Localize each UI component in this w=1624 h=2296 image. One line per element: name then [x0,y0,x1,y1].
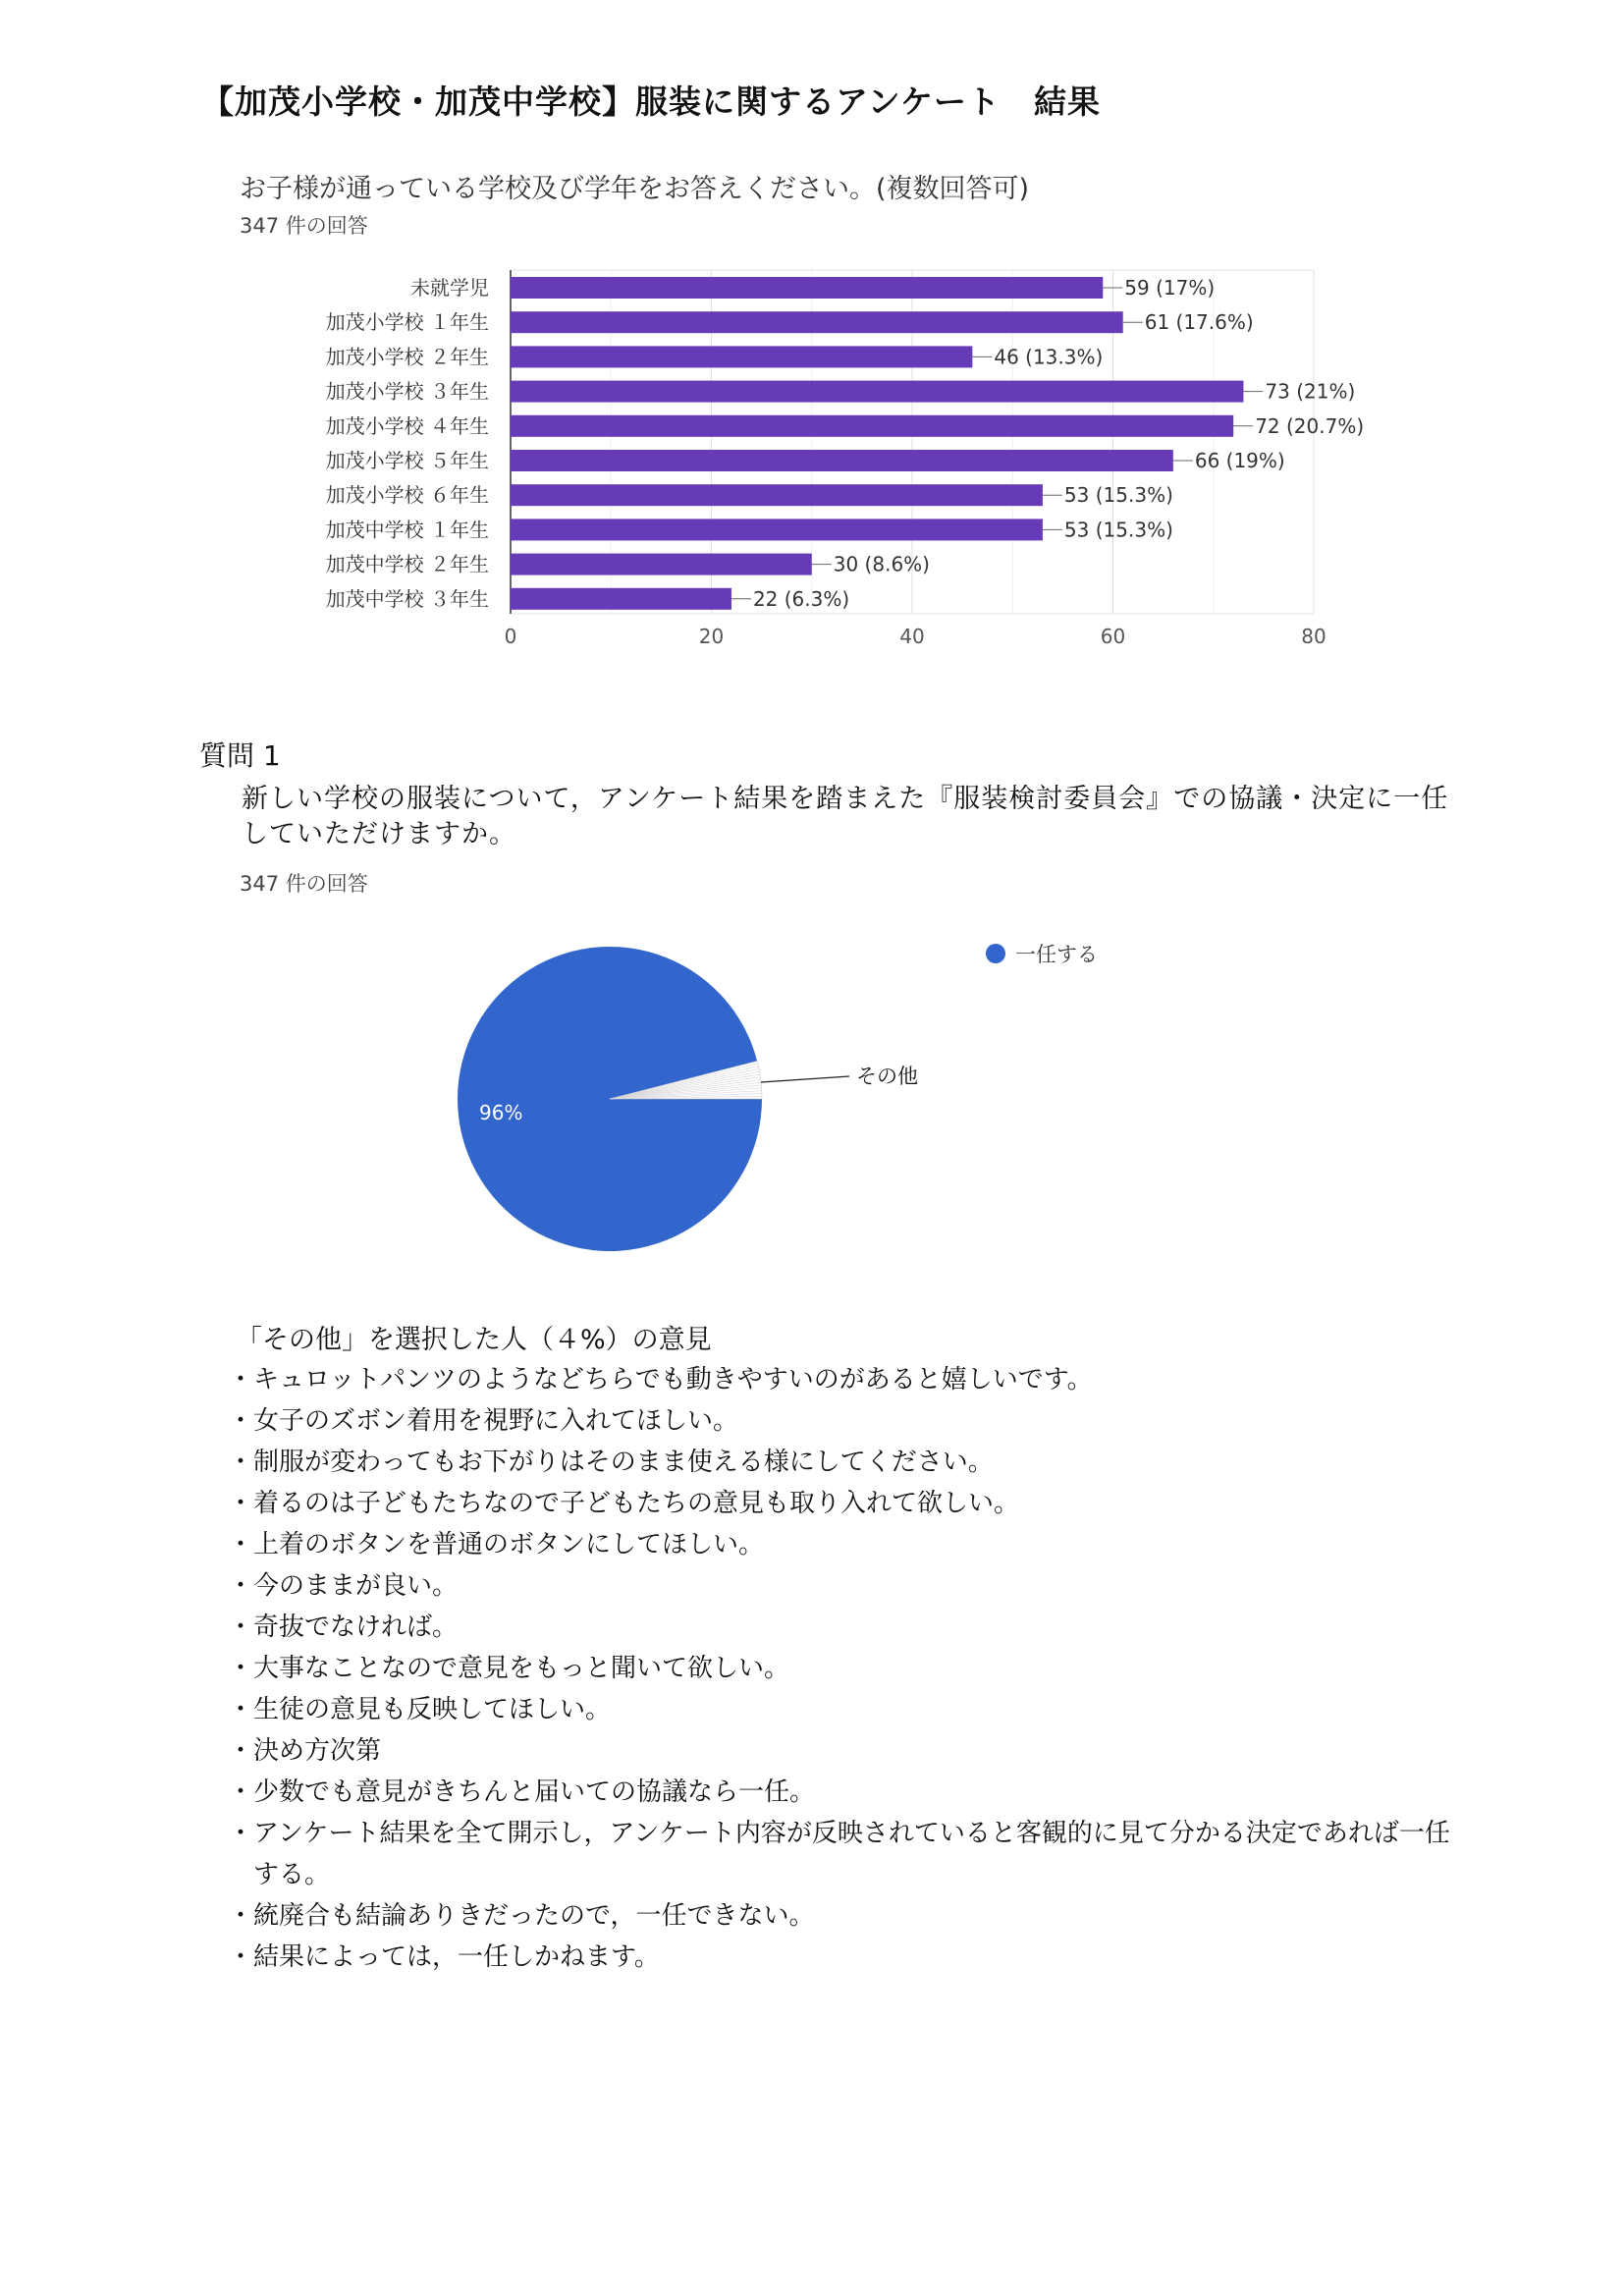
x-tick-label: 20 [698,625,725,648]
response-count: 347 件の回答 [240,214,368,238]
data-label: 73 (21%) [1265,379,1356,404]
bar [511,381,1243,403]
category-label: 加茂小学校 ６年生 [325,483,489,508]
data-label: 72 (20.7%) [1255,413,1365,438]
pie-percent-label: 96% [479,1101,523,1124]
legend-label: 一任する [1015,943,1098,966]
other-opinions-list [228,1359,1465,1978]
opinion-item: ・女子のズボン着用を視野に入れてほしい。 [228,1406,739,1436]
question-1-label: 質問 1 [199,739,281,772]
category-label: 加茂小学校 ４年生 [325,413,489,438]
category-label: 未就学児 [410,276,489,300]
category-label: 加茂小学校 ３年生 [325,379,489,404]
category-label: 加茂小学校 ２年生 [325,345,489,369]
opinion-item: ・アンケート結果を全て開示し，アンケート内容が反映されていると客観的に見て分かる決定であれば一任する。 [228,1819,1450,1889]
pie-other-label: その他 [856,1065,918,1088]
bar [511,554,812,575]
bar [511,346,972,367]
category-label: 加茂中学校 ２年生 [325,552,489,576]
data-label: 66 (19%) [1194,449,1285,472]
question-1-text: 新しい学校の服装について，アンケート結果を踏まえた『服装検討委員会』での協議・決定に一任していただけますか。 [242,784,1449,849]
category-label: 加茂中学校 １年生 [325,518,489,542]
opinion-item: ・統廃合も結論ありきだったので，一任できない。 [228,1901,815,1931]
opinion-item: ・上着のボタンを普通のボタンにしてほしい。 [228,1530,765,1559]
category-label: 加茂小学校 ５年生 [325,449,489,472]
opinion-item: ・制服が変わってもお下がりはそのまま使える様にしてください。 [228,1448,994,1477]
opinion-item: ・生徒の意見も反映してほしい。 [228,1695,612,1724]
bar [511,450,1173,471]
data-label: 22 (6.3%) [752,586,850,611]
data-label: 59 (17%) [1124,276,1216,300]
opinion-item: ・奇抜でなければ。 [228,1613,459,1642]
grade-bar-chart [295,250,1375,663]
data-label: 53 (15.3%) [1063,518,1173,542]
opinion-item: ・結果によっては，一任しかねます。 [228,1942,660,1972]
category-label: 加茂中学校 ３年生 [325,586,489,611]
data-label: 53 (15.3%) [1063,483,1173,508]
opinion-item: ・着るのは子どもたちなので子どもたちの意見も取り入れて欲しい。 [228,1489,1020,1518]
bar [511,519,1043,540]
data-label: 30 (8.6%) [833,552,930,576]
opinion-item: ・今のままが良い。 [228,1571,459,1601]
data-label: 46 (13.3%) [994,345,1104,369]
opinion-item: ・決め方次第 [228,1736,382,1766]
x-tick-label: 40 [899,625,925,648]
delegation-pie-chart [432,913,962,1267]
bar-chart-x-ticks [505,625,1326,648]
bar [511,588,731,610]
bar-chart-category-labels [326,276,489,611]
data-label: 61 (17.6%) [1144,310,1254,335]
pie-legend [986,939,1098,968]
x-tick-label: 60 [1100,625,1126,648]
x-tick-label: 0 [504,625,517,648]
question-school-grade: お子様が通っている学校及び学年をお答えください。(複数回答可) [240,174,1030,204]
legend-dot-icon [986,944,1005,963]
bar [511,484,1043,506]
other-opinions-heading: 「その他」を選択した人（４%）の意見 [236,1325,712,1355]
opinion-item: ・大事なことなので意見をもっと聞いて欲しい。 [228,1654,790,1683]
question-1-response-count: 347 件の回答 [240,872,368,896]
bar [511,311,1123,333]
pie-leader-line [761,1076,849,1082]
x-tick-label: 80 [1301,625,1326,648]
opinion-item: ・少数でも意見がきちんと届いての協議なら一任。 [228,1777,816,1807]
opinion-item: ・キュロットパンツのようなどちらでも動きやすいのがあると嬉しいです。 [228,1365,1093,1394]
bar [511,277,1103,299]
document-title: 【加茂小学校・加茂中学校】服装に関するアンケート 結果 [201,82,1102,121]
bar [511,415,1233,437]
category-label: 加茂小学校 １年生 [325,310,489,335]
